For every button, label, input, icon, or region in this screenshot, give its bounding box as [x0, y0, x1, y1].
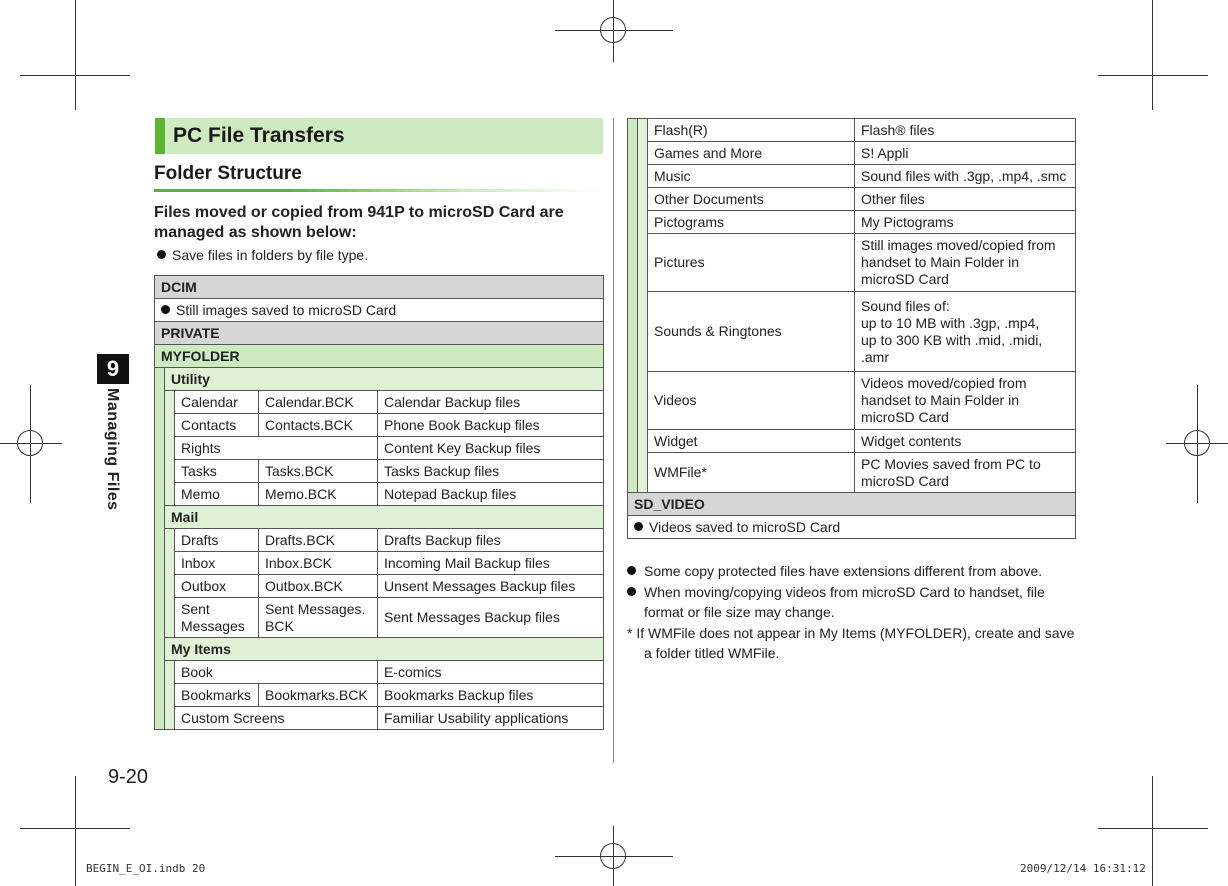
table-row — [155, 414, 604, 437]
subsection-title: Folder Structure — [154, 163, 302, 184]
cell: Bookmarks — [175, 684, 259, 707]
cell: Calendar.BCK — [259, 391, 378, 414]
table-row — [155, 345, 604, 368]
cell: Widget — [648, 430, 855, 453]
folder-my-items: My Items — [165, 638, 604, 661]
cell: Outbox — [175, 575, 259, 598]
cell: Bookmarks Backup files — [378, 684, 604, 707]
cell: Familiar Usability applications — [378, 707, 604, 730]
folder-structure-table-left — [154, 275, 604, 730]
table-row — [155, 460, 604, 483]
table-row — [628, 430, 1076, 453]
cell: Contacts — [175, 414, 259, 437]
folder-sd-video: SD_VIDEO — [628, 493, 1076, 516]
cell: Tasks Backup files — [378, 460, 604, 483]
footnote: * If WMFile does not appear in My Items (MYFOLDER), create and save a folder titled WMFile. — [627, 625, 1075, 661]
folder-structure-table-right — [627, 118, 1076, 539]
cell: Pictograms — [648, 211, 855, 234]
chapter-number: 9 — [97, 354, 129, 384]
indent-cell — [165, 661, 175, 730]
table-row — [155, 299, 604, 322]
footer-timestamp: 2009/12/14 16:31:12 — [1020, 862, 1146, 875]
cell: Sound files with .3gp, .mp4, .smc — [855, 165, 1076, 188]
table-row — [628, 234, 1076, 292]
table-row — [628, 142, 1076, 165]
cell: Videos — [648, 372, 855, 430]
notes — [627, 561, 1077, 664]
table-row — [155, 661, 604, 684]
note-item: Some copy protected files have extensions different from above. — [627, 561, 1077, 581]
cell: Calendar — [175, 391, 259, 414]
table-row — [155, 437, 604, 460]
indent-cell — [165, 391, 175, 506]
cell: Sounds & Ringtones — [648, 292, 855, 372]
folder-dcim: DCIM — [155, 276, 604, 299]
cell: Notepad Backup files — [378, 483, 604, 506]
cell: Flash(R) — [648, 119, 855, 142]
folder-mail: Mail — [165, 506, 604, 529]
cell: Music — [648, 165, 855, 188]
cell: Unsent Messages Backup files — [378, 575, 604, 598]
table-row — [628, 493, 1076, 516]
cell: Still images moved/copied from handset to Main Folder in microSD Card — [855, 234, 1076, 292]
table-row — [628, 188, 1076, 211]
table-row — [155, 598, 604, 638]
intro-text: Files moved or copied from 941P to microSD Card are managed as shown below: — [154, 204, 564, 241]
sd-video-note: Videos saved to microSD Card — [628, 516, 1076, 539]
intro-bullet: Save files in folders by file type. — [157, 245, 368, 265]
table-row — [628, 292, 1076, 372]
cell: Tasks — [175, 460, 259, 483]
cell: E-comics — [378, 661, 604, 684]
cell: Outbox.BCK — [259, 575, 378, 598]
cell: Rights — [175, 437, 378, 460]
cell: Games and More — [648, 142, 855, 165]
table-row — [155, 483, 604, 506]
cell: Videos moved/copied from handset to Main Folder in microSD Card — [855, 372, 1076, 430]
cell: Memo — [175, 483, 259, 506]
table-row — [155, 552, 604, 575]
cell: Bookmarks.BCK — [259, 684, 378, 707]
cell: Sent Messages Backup files — [378, 598, 604, 638]
cell: Drafts.BCK — [259, 529, 378, 552]
cell: Inbox.BCK — [259, 552, 378, 575]
bullet-icon — [157, 250, 166, 259]
indent-cell — [638, 119, 648, 493]
cell: Drafts Backup files — [378, 529, 604, 552]
cell: Custom Screens — [175, 707, 378, 730]
cell: S! Appli — [855, 142, 1076, 165]
folder-private: PRIVATE — [155, 322, 604, 345]
table-row — [628, 165, 1076, 188]
cell: Calendar Backup files — [378, 391, 604, 414]
folder-myfolder: MYFOLDER — [155, 345, 604, 368]
cell: Widget contents — [855, 430, 1076, 453]
cell: PC Movies saved from PC to microSD Card — [855, 453, 1076, 493]
cell: My Pictograms — [855, 211, 1076, 234]
table-row — [628, 119, 1076, 142]
section-title: PC File Transfers — [155, 118, 603, 154]
note-item: When moving/copying videos from microSD Card to handset, file format or file size may change. — [627, 582, 1077, 622]
indent-cell — [165, 529, 175, 638]
subsection-underline — [154, 189, 604, 192]
table-row — [155, 368, 604, 391]
table-row — [155, 391, 604, 414]
cell: Sent Messages — [175, 598, 259, 638]
cell: Inbox — [175, 552, 259, 575]
cell: Incoming Mail Backup files — [378, 552, 604, 575]
footer-file: BEGIN_E_OI.indb 20 — [86, 862, 206, 875]
cell: Sent Messages. BCK — [259, 598, 378, 638]
table-row — [155, 276, 604, 299]
table-row — [155, 529, 604, 552]
table-row — [155, 575, 604, 598]
cell: Pictures — [648, 234, 855, 292]
table-row — [155, 322, 604, 345]
bullet-icon — [627, 566, 636, 575]
folder-utility: Utility — [165, 368, 604, 391]
cell: Memo.BCK — [259, 483, 378, 506]
bullet-icon — [627, 587, 636, 596]
table-row — [155, 684, 604, 707]
cell: Drafts — [175, 529, 259, 552]
cell: Other files — [855, 188, 1076, 211]
cell: Other Documents — [648, 188, 855, 211]
table-row — [628, 516, 1076, 539]
table-row — [155, 506, 604, 529]
table-row — [628, 211, 1076, 234]
cell: Flash® files — [855, 119, 1076, 142]
cell: Phone Book Backup files — [378, 414, 604, 437]
table-row — [155, 638, 604, 661]
page-number: 9-20 — [108, 766, 149, 788]
cell: Tasks.BCK — [259, 460, 378, 483]
cell: WMFile* — [648, 453, 855, 493]
bullet-icon — [161, 305, 170, 314]
cell: Contacts.BCK — [259, 414, 378, 437]
column-divider — [613, 118, 614, 763]
table-row — [155, 707, 604, 730]
indent-cell — [155, 368, 165, 730]
dcim-note: Still images saved to microSD Card — [155, 299, 604, 322]
cell: Sound files of: up to 10 MB with .3gp, .mp4, up to 300 KB with .mid, .midi, .amr — [855, 292, 1076, 372]
table-row — [628, 453, 1076, 493]
bullet-icon — [634, 522, 643, 531]
indent-cell — [628, 119, 638, 493]
cell: Content Key Backup files — [378, 437, 604, 460]
cell: Book — [175, 661, 378, 684]
table-row — [628, 372, 1076, 430]
chapter-label: Managing Files — [104, 388, 121, 511]
